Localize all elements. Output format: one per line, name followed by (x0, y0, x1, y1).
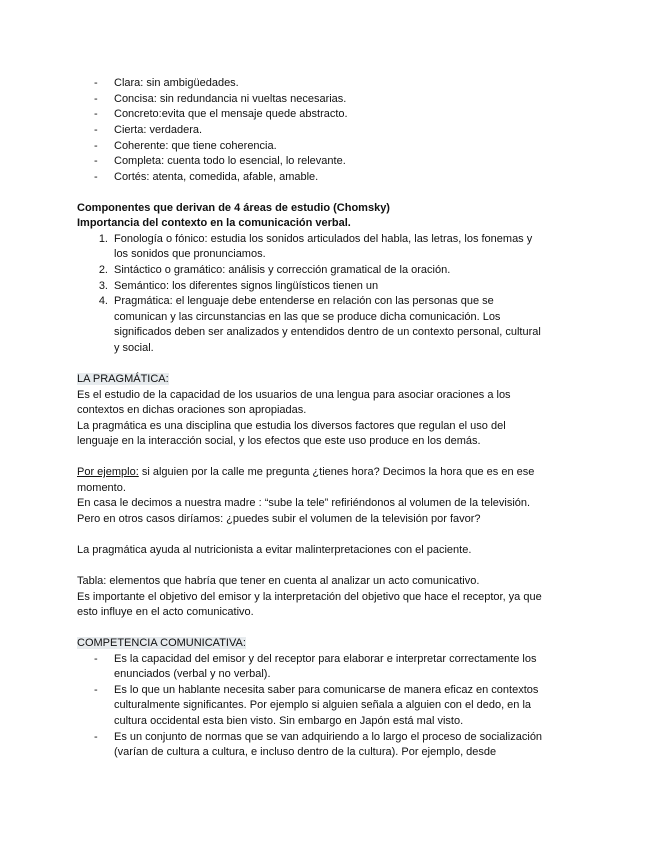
components-heading: Componentes que derivan de 4 áreas de estudio (Chomsky) (77, 202, 390, 214)
example-line (77, 465, 577, 481)
list-item: Completa: cuenta todo lo esencial, lo relevante. (114, 155, 346, 167)
list-item: Concreto:evita que el mensaje quede abstracto. (114, 108, 348, 120)
list-item-continuation: (varían de cultura a cultura, e incluso dentro de la cultura). Por ejemplo, desde (114, 746, 497, 758)
list-bullet: - (94, 124, 98, 136)
context-heading: Importancia del contexto en la comunicación verbal. (77, 217, 351, 229)
list-number: 2. (98, 264, 108, 276)
list-item: Coherente: que tiene coherencia. (114, 140, 277, 152)
list-item: Es lo que un hablante necesita saber para comunicarse de manera eficaz en contextos (114, 684, 539, 696)
list-bullet: - (94, 171, 98, 183)
list-bullet: - (94, 653, 98, 665)
paragraph-line: Es el estudio de la capacidad de los usuarios de una lengua para asociar oraciones a los (77, 389, 511, 401)
paragraph-line: Tabla: elementos que habría que tener en cuenta al analizar un acto comunicativo. (77, 575, 480, 587)
paragraph-line: Pero en otros casos diríamos: ¿puedes subir el volumen de la televisión por favor? (77, 513, 481, 525)
paragraph-line: contextos en dichas oraciones son apropiadas. (77, 404, 307, 416)
list-item-continuation: los sonidos que pronunciamos. (114, 248, 266, 260)
list-item: Sintáctico o gramático: análisis y corrección gramatical de la oración. (114, 264, 451, 276)
paragraph-line: lenguaje en la interacción social, y los efectos que este uso produce en los demás. (77, 435, 481, 447)
list-item-continuation: comunican y las circunstancias en las que se produce dicha comunicación. Los (114, 311, 501, 323)
list-bullet: - (94, 108, 98, 120)
list-item: Es un conjunto de normas que se van adquiriendo a lo largo el proceso de socialización (114, 731, 543, 743)
list-item: Concisa: sin redundancia ni vueltas necesarias. (114, 93, 347, 105)
list-number: 3. (98, 280, 108, 292)
list-bullet: - (94, 155, 98, 167)
list-item: Clara: sin ambigüedades. (114, 77, 239, 89)
list-item: Fonología o fónico: estudia los sonidos articulados del habla, las letras, los fonemas y (114, 233, 533, 245)
list-item: Cortés: atenta, comedida, afable, amable. (114, 171, 319, 183)
list-item-continuation: culturalmente significantes. Por ejemplo si alguien señala a alguien con el dedo, en la (114, 699, 532, 711)
list-item-continuation: cultura occidental esta bien visto. Sin embargo en Japón está mal visto. (114, 715, 464, 727)
list-bullet: - (94, 684, 98, 696)
list-bullet: - (94, 731, 98, 743)
list-item-continuation: significados deben ser analizados y entendidos dentro de un contexto personal, cultural (114, 326, 541, 338)
list-item: Semántico: los diferentes signos lingüísticos tienen un (114, 280, 379, 292)
pragmatica-title: LA PRAGMÁTICA: (77, 373, 169, 385)
competencia-title: COMPETENCIA COMUNICATIVA: (77, 637, 246, 649)
list-item: Cierta: verdadera. (114, 124, 203, 136)
paragraph-line: La pragmática es una disciplina que estudia los diversos factores que regulan el uso del (77, 420, 506, 432)
example-label: Por ejemplo: (77, 466, 139, 478)
list-number: 1. (98, 233, 108, 245)
list-item-continuation: enunciados (verbal y no verbal). (114, 668, 271, 680)
list-bullet: - (94, 140, 98, 152)
example-text: si alguien por la calle me pregunta ¿tienes hora? Decimos la hora que es en ese (138, 466, 535, 478)
paragraph-line: esto influye en el acto comunicativo. (77, 606, 254, 618)
list-item: Es la capacidad del emisor y del receptor para elaborar e interpretar correctamente los (114, 653, 537, 665)
list-item-continuation: y social. (114, 342, 154, 354)
list-number: 4. (98, 295, 108, 307)
competencia-title-line (77, 636, 577, 652)
paragraph-line: En casa le decimos a nuestra madre : “sube la tele” refiriéndonos al volumen de la televisión. (77, 497, 531, 509)
paragraph-line: La pragmática ayuda al nutricionista a evitar malinterpretaciones con el paciente. (77, 544, 472, 556)
list-bullet: - (94, 77, 98, 89)
list-item: Pragmática: el lenguaje debe entenderse en relación con las personas que se (114, 295, 494, 307)
pragmatica-title-line (77, 372, 577, 388)
paragraph-line: Es importante el objetivo del emisor y la interpretación del objetivo que hace el receptor, ya que (77, 591, 542, 603)
list-bullet: - (94, 93, 98, 105)
paragraph-line: momento. (77, 482, 126, 494)
